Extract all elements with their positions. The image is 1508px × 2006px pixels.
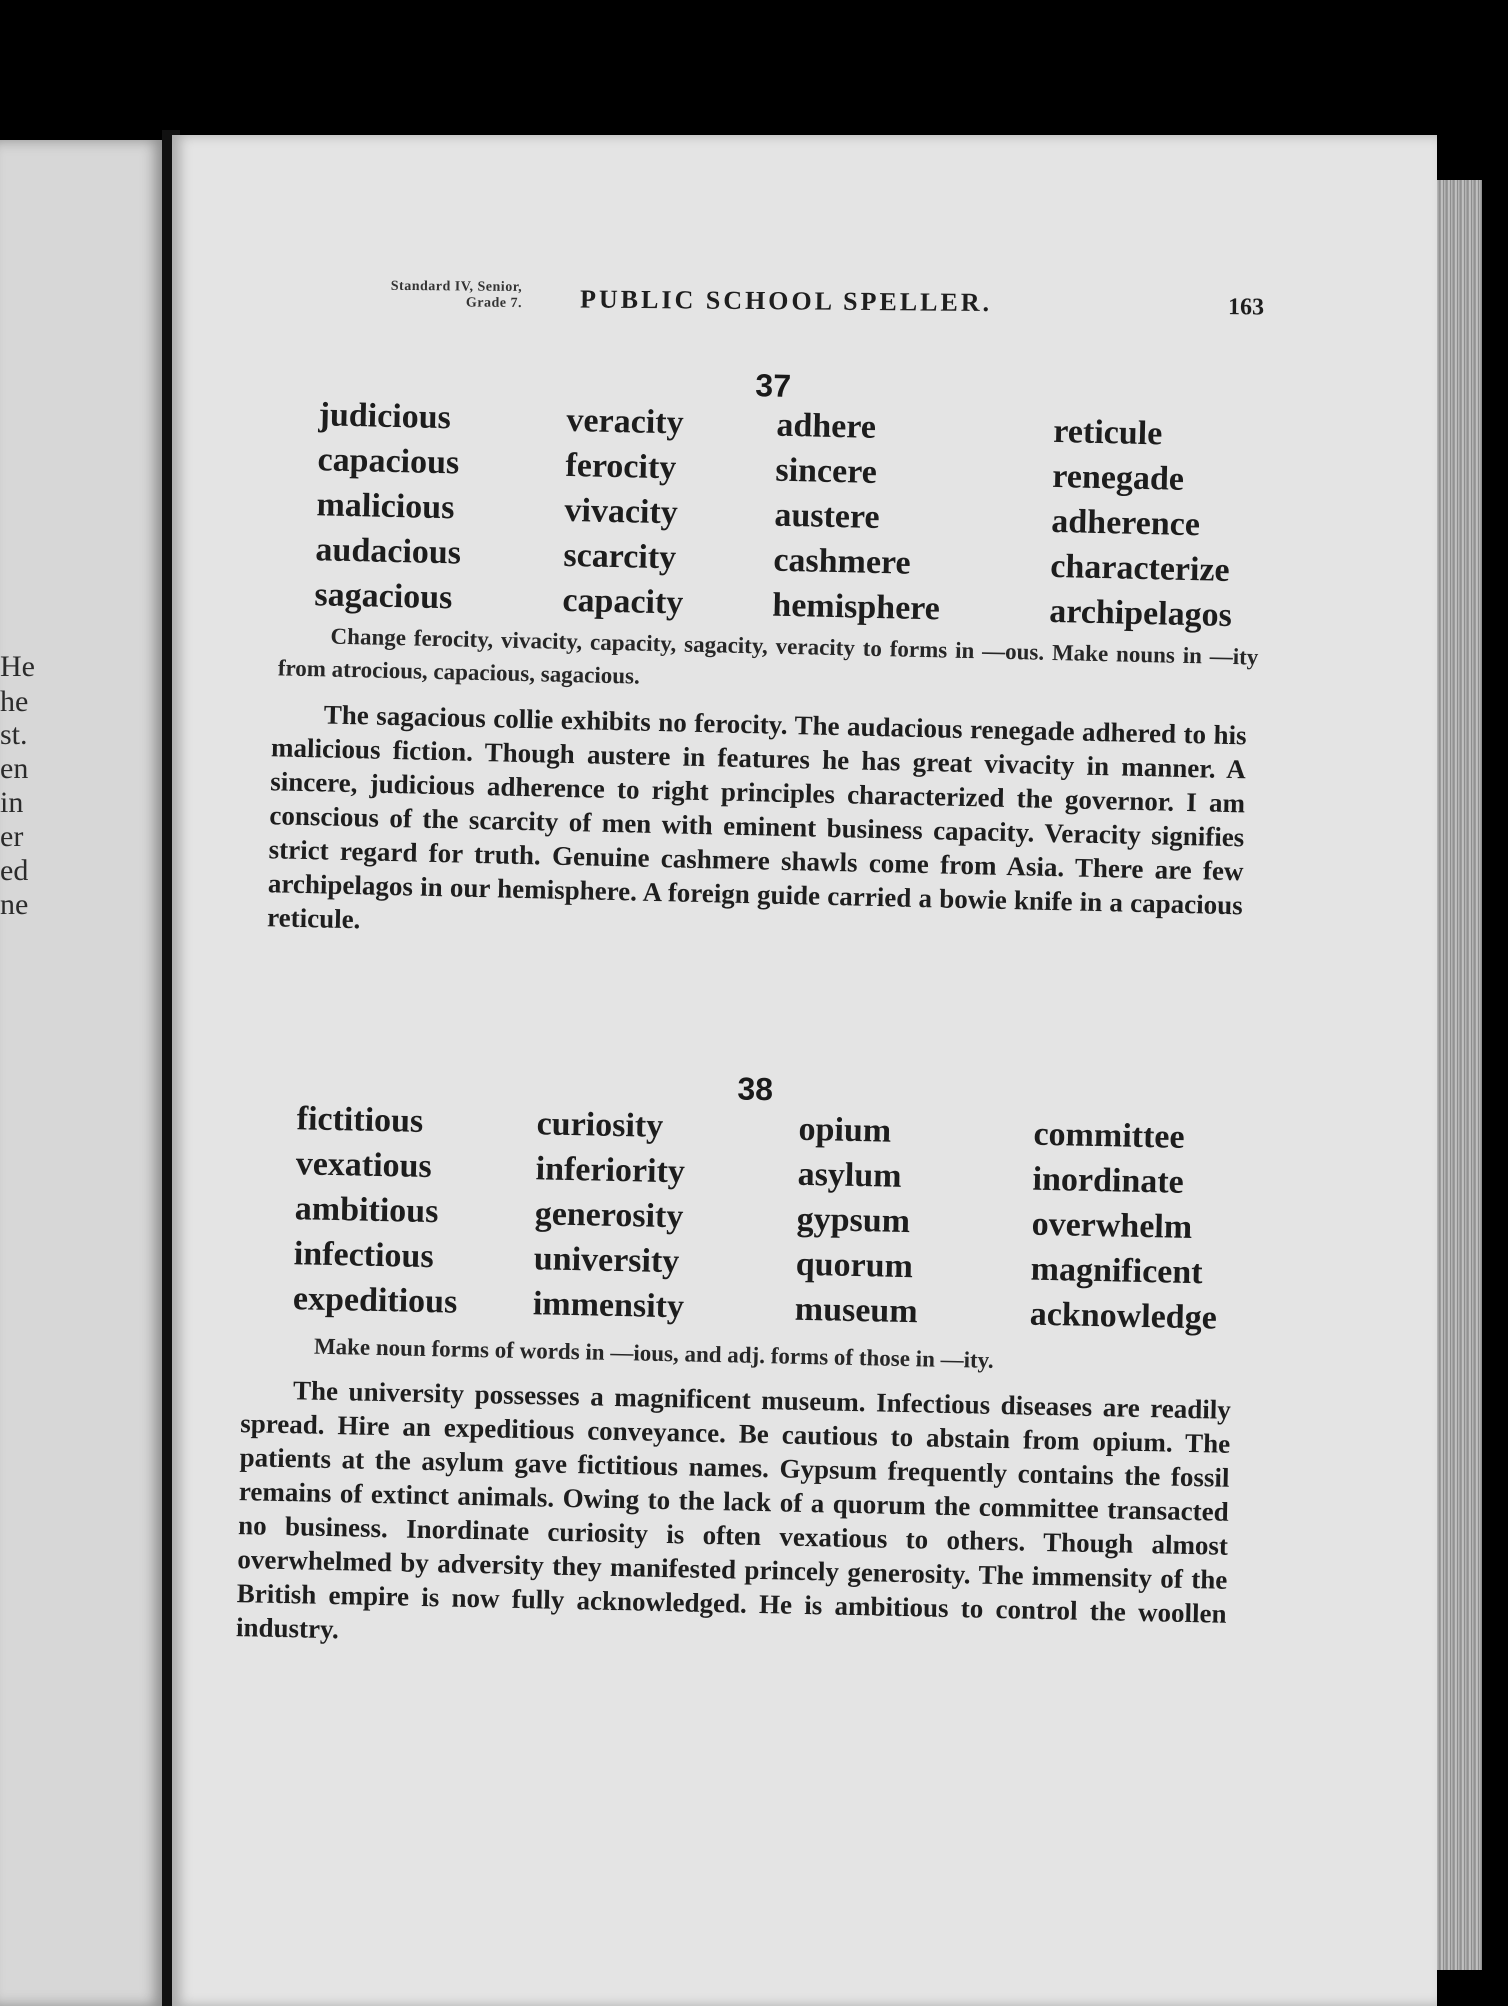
spelling-word: sincere <box>775 451 878 491</box>
word-column <box>292 1096 461 1324</box>
lesson-number: 37 <box>754 367 792 404</box>
grade-line-2: Grade 7. <box>465 295 523 311</box>
spelling-word: infectious <box>293 1235 435 1276</box>
page-edges <box>1437 180 1482 1970</box>
spelling-word: renegade <box>1051 457 1185 498</box>
word-column <box>772 403 945 632</box>
spelling-word: archipelagos <box>1048 592 1233 635</box>
left-page-edge-word: ne <box>0 888 29 921</box>
spelling-word: inordinate <box>1032 1160 1185 1201</box>
left-page-edge-word: st. <box>0 718 28 751</box>
spelling-word: vivacity <box>564 491 679 532</box>
spelling-word: opium <box>798 1110 892 1150</box>
lesson-instruction: Change ferocity, vivacity, capacity, sagacity, veracity to forms in —ous. Make nouns in —ity from atrocious, capacious, sagacious. <box>277 623 1259 689</box>
spelling-word: gypsum <box>796 1200 911 1241</box>
left-page <box>0 140 165 2006</box>
spelling-word: vexatious <box>295 1145 433 1186</box>
spelling-word: characterize <box>1049 547 1231 589</box>
spelling-word: museum <box>794 1290 919 1331</box>
left-page-edge-word: en <box>0 752 29 785</box>
page-number: 163 <box>1227 294 1265 321</box>
spelling-word: sagacious <box>314 576 453 617</box>
word-column <box>1049 409 1237 638</box>
spelling-word: generosity <box>534 1195 684 1236</box>
spelling-word: acknowledge <box>1029 1295 1218 1337</box>
lesson-instruction: Make noun forms of words in —ious, and adj. forms of those in —ity. <box>313 1333 994 1373</box>
spelling-word: ferocity <box>565 446 677 487</box>
spelling-word: inferiority <box>535 1150 686 1191</box>
word-column <box>314 392 465 620</box>
spelling-word: veracity <box>566 401 684 442</box>
spelling-word: curiosity <box>536 1105 664 1145</box>
spelling-word: adherence <box>1050 502 1201 544</box>
lesson-number: 38 <box>737 1070 774 1108</box>
spelling-word: immensity <box>532 1285 685 1326</box>
spelling-word: university <box>533 1240 680 1281</box>
spelling-word: adhere <box>776 406 877 446</box>
spelling-word: overwhelm <box>1031 1205 1193 1247</box>
lesson-paragraph: The sagacious collie exhibits no ferocity. The audacious renegade adhered to his malicious fiction. Though austere in features he has great vivacity in manner. A sincere, judicious adherence to right principles characterized the governor. I am conscious of the scarcity of men with eminent business capacity. Veracity signifies strict regard for truth. Genuine cashmere shawls come from Asia. There are few archipelagos in our hemisphere. A foreign guide carried a bowie knife in a capacious reticule. <box>266 699 1247 935</box>
running-title: PUBLIC SCHOOL SPELLER. <box>579 284 993 318</box>
lesson-paragraph: The university possesses a magnificent museum. Infectious diseases are readily spread. Hire an expeditious conveyance. Be cautious to abstain from opium. The patients at the asylum gave fictitious names. Gypsum frequently contains the fossil remains of extinct animals. Owing to the lack of a quorum the committee transacted no business. Inordinate curiosity is often vexatious to others. Though almost overwhelmed by adversity they manifested princely generosity. The immensity of the British empire is now fully acknowledged. He is ambitious to control the woollen industry. <box>235 1375 1232 1645</box>
left-page-edge-word: in <box>0 786 24 819</box>
grade-label <box>286 278 522 312</box>
spelling-word: fictitious <box>296 1100 424 1140</box>
spelling-word: austere <box>774 496 880 536</box>
word-column <box>794 1107 921 1335</box>
word-column <box>562 398 688 626</box>
spelling-word: audacious <box>315 531 462 572</box>
spelling-word: judicious <box>318 396 452 437</box>
word-column <box>532 1101 688 1329</box>
spelling-word: committee <box>1033 1115 1185 1156</box>
left-page-edge-word: er <box>0 820 24 853</box>
spelling-word: reticule <box>1053 412 1163 453</box>
grade-line-1: Standard IV, Senior, <box>390 278 523 295</box>
spelling-word: cashmere <box>773 541 912 582</box>
left-page-edge-word: He <box>0 650 35 683</box>
spelling-word: malicious <box>316 486 455 527</box>
word-column <box>1029 1112 1221 1341</box>
spelling-word: hemisphere <box>771 586 941 628</box>
spelling-word: quorum <box>795 1245 914 1286</box>
spelling-word: capacious <box>317 441 460 482</box>
spelling-word: scarcity <box>563 536 677 577</box>
spelling-word: asylum <box>797 1155 902 1195</box>
spelling-word: ambitious <box>294 1190 439 1231</box>
left-page-edge-word: ed <box>0 854 29 887</box>
spelling-word: magnificent <box>1030 1250 1203 1292</box>
spelling-word: expeditious <box>292 1280 458 1321</box>
spelling-word: capacity <box>562 581 684 622</box>
left-page-edge-word: he <box>0 685 29 718</box>
